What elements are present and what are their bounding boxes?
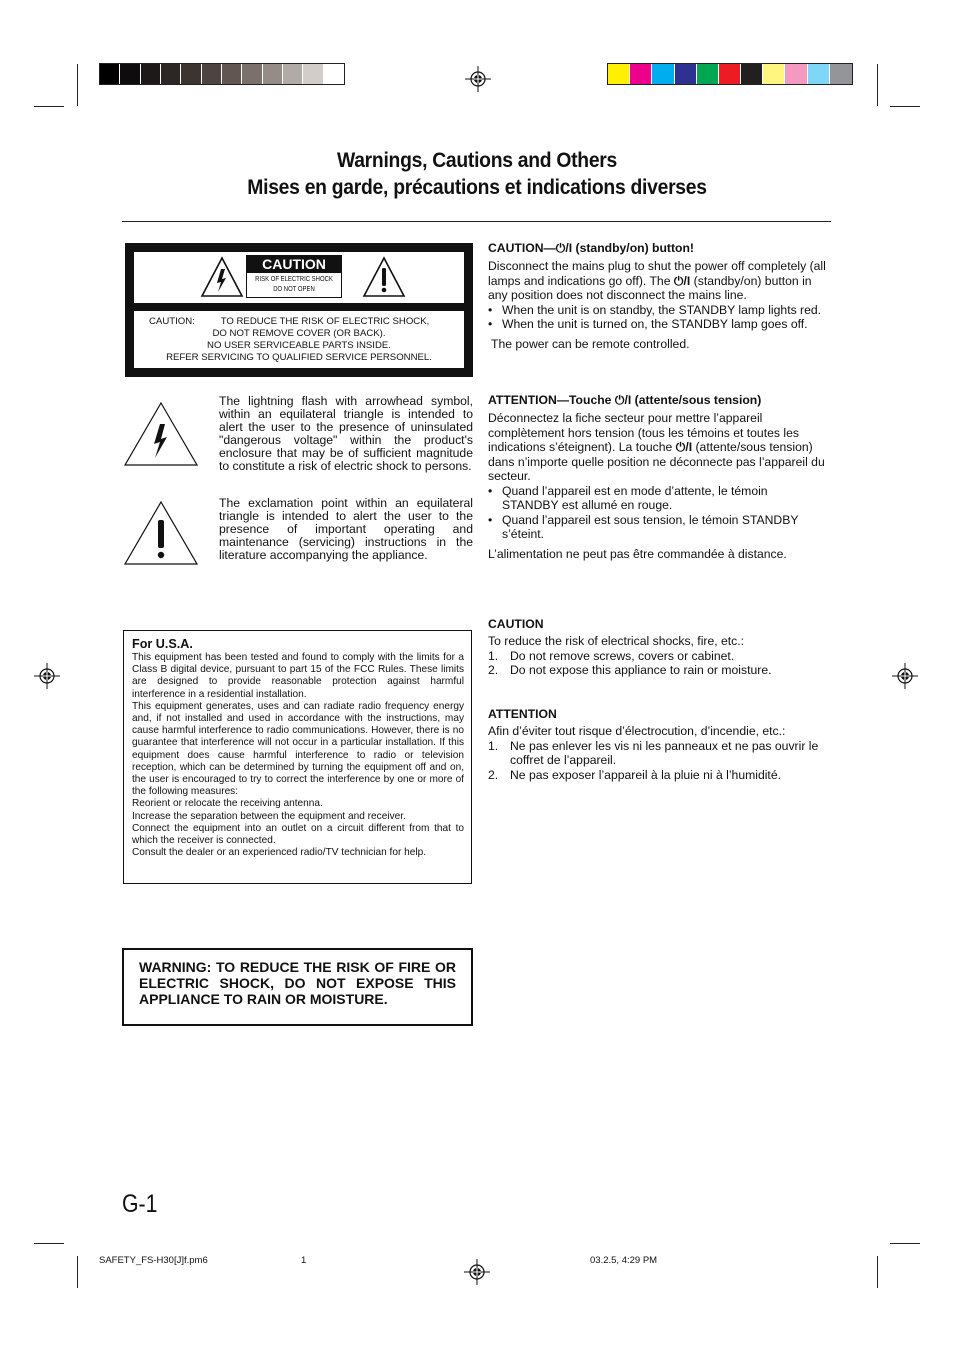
- color-swatch: [263, 64, 282, 84]
- caution-heading-fr: ATTENTION: [488, 707, 557, 721]
- caution-badge: [246, 255, 342, 298]
- caution-section-fr: [488, 707, 826, 782]
- color-swatch: [697, 64, 718, 84]
- crop-mark: [890, 106, 920, 107]
- footer-page: 1: [301, 1255, 307, 1266]
- caution-intro-fr: Afin d’éviter tout risque d’électrocution, d’incendie, etc.:: [488, 724, 786, 738]
- fcc-paragraph: This equipment has been tested and found to comply with the limits for a Class B digital device, pursuant to part 15 of the FCC Rules. These limits are designed to provide reasonable protection against harmful interference in a residential installation.: [132, 652, 464, 700]
- color-swatch: [830, 64, 852, 84]
- color-swatch: [303, 64, 322, 84]
- power-standby-icon: ⏻/I: [673, 273, 691, 288]
- standby-paragraph-en: Disconnect the mains plug to shut the power off completely (all lamps and indications go off). The ⏻/I (standby/on) button in any position does not disconnect the mains line.: [488, 259, 826, 302]
- color-swatch: [283, 64, 302, 84]
- lightning-triangle-icon: [200, 256, 244, 298]
- standby-bullet-fr: • Quand l’appareil est en mode d’attente, le témoin STANDBY est allumé en rouge.: [488, 483, 768, 512]
- page-number: G-1: [122, 1190, 158, 1218]
- color-swatch: [608, 64, 629, 84]
- standby-remote-fr: L’alimentation ne peut pas être commandée à distance.: [488, 546, 787, 561]
- standby-heading-fr: ATTENTION—Touche ⏻/I (attente/sous tension): [488, 393, 762, 407]
- registration-target-icon: [892, 663, 918, 689]
- footer-filename: SAFETY_FS-H30[J]f.pm6: [99, 1255, 208, 1266]
- caution-item-fr: 2. Ne pas exposer l’appareil à la pluie ni à l’humidité.: [488, 767, 781, 782]
- caution-item-en: 2. Do not expose this appliance to rain or moisture.: [488, 663, 772, 677]
- page-title-english: Warnings, Cautions and Others: [336, 149, 618, 172]
- crop-mark: [890, 1243, 920, 1244]
- caution-label-line: NO USER SERVICEABLE PARTS INSIDE.: [207, 340, 391, 351]
- page-title-french: Mises en garde, précautions et indications diverses: [247, 176, 707, 199]
- fcc-measure: Connect the equipment into an outlet on a circuit different from that to which the receiver is connected.: [132, 822, 464, 847]
- footer-date: 03.2.5, 4:29 PM: [590, 1255, 658, 1266]
- standby-bullet-en: • When the unit is on standby, the STANDBY lamp lights red.: [488, 302, 822, 317]
- standby-bullet-fr: • Quand l’appareil est sous tension, le témoin STANDBY s’éteint.: [488, 512, 799, 541]
- caution-item-en: 1. Do not remove screws, covers or cabinet.: [488, 648, 735, 663]
- standby-caution-en: [488, 241, 826, 351]
- crop-mark: [77, 1256, 78, 1288]
- color-swatch: [202, 64, 221, 84]
- caution-label-line: REFER SERVICING TO QUALIFIED SERVICE PERSONNEL.: [166, 352, 432, 363]
- cmyk-color-bar: [607, 63, 853, 85]
- standby-caution-fr: [488, 393, 826, 561]
- power-standby-icon: ⏻/I: [555, 241, 573, 255]
- caution-intro-en: To reduce the risk of electrical shocks, fire, etc.:: [488, 634, 745, 648]
- caution-label-bottom-panel: [134, 311, 464, 368]
- caution-badge-do-not-open: DO NOT OPEN: [273, 286, 315, 293]
- caution-badge-title: CAUTION: [247, 256, 341, 273]
- lightning-triangle-icon: [124, 402, 198, 466]
- caution-section-en: [488, 617, 826, 678]
- color-swatch: [763, 64, 784, 84]
- caution-label-prefix: CAUTION:: [149, 316, 195, 327]
- crop-mark: [34, 1243, 64, 1244]
- fcc-notice-box: [123, 630, 472, 884]
- exclamation-symbol-text: The exclamation point within an equilateral triangle is intended to alert the user to the presence of important operating and maintenance (servicing) instructions in the literature accompanying the appliance.: [219, 496, 473, 562]
- color-swatch: [630, 64, 651, 84]
- crop-mark: [877, 1256, 878, 1288]
- color-swatch: [120, 64, 139, 84]
- color-swatch: [141, 64, 160, 84]
- color-swatch: [719, 64, 740, 84]
- warning-text: WARNING: TO REDUCE THE RISK OF FIRE OR ELECTRIC SHOCK, DO NOT EXPOSE THIS APPLIANCE TO RAIN OR MOISTURE.: [139, 959, 456, 1008]
- registration-target-icon: [465, 66, 491, 92]
- color-swatch: [652, 64, 673, 84]
- caution-heading-en: CAUTION: [488, 617, 544, 631]
- color-swatch: [222, 64, 241, 84]
- color-swatch: [785, 64, 806, 84]
- crop-mark: [34, 106, 64, 107]
- warning-box: [122, 948, 473, 1026]
- fcc-measure: Consult the dealer or an experienced radio/TV technician for help.: [132, 847, 427, 859]
- exclamation-triangle-icon: [362, 256, 406, 298]
- title-divider: [122, 221, 831, 222]
- fcc-heading: For U.S.A.: [132, 637, 193, 651]
- caution-badge-risk: RISK OF ELECTRIC SHOCK: [255, 276, 333, 283]
- color-swatch: [808, 64, 829, 84]
- exclamation-triangle-icon: [124, 501, 198, 565]
- standby-bullet-en: • When the unit is turned on, the STANDBY lamp goes off.: [488, 317, 808, 331]
- fcc-paragraph: This equipment generates, uses and can radiate radio frequency energy and, if not installed and used in accordance with the instructions, may cause harmful interference to radio communications. However, there is no guarantee that interference will not occur in a particular installation. If this equipment does cause harmful interference to radio or television reception, which can be determined by turning the equipment off and on, the user is encouraged to try to correct the interference by one or more of the following measures:: [132, 700, 464, 798]
- caution-label-line: DO NOT REMOVE COVER (OR BACK).: [212, 328, 386, 339]
- power-standby-icon: ⏻/I: [675, 440, 693, 454]
- caution-label-top-panel: [134, 252, 464, 303]
- color-swatch: [181, 64, 200, 84]
- standby-paragraph-fr: Déconnectez la fiche secteur pour mettre l’appareil complètement hors tension (tous les témoins et toutes les indications s’éteignent). La touche ⏻/I (attente/sous tension) dans n’importe quelle position ne déconnecte pas l’appareil du secteur.: [488, 411, 825, 483]
- crop-mark: [77, 64, 78, 106]
- crop-mark: [877, 64, 878, 106]
- fcc-measure: Increase the separation between the equipment and receiver.: [132, 810, 406, 822]
- color-swatch: [741, 64, 762, 84]
- caution-item-fr: 1. Ne pas enlever les vis ni les panneaux et ne pas ouvrir le coffret de l’appareil.: [488, 738, 819, 767]
- grayscale-color-bar: [99, 63, 345, 85]
- standby-remote-en: The power can be remote controlled.: [491, 336, 690, 351]
- caution-label: [125, 243, 473, 377]
- color-swatch: [242, 64, 261, 84]
- registration-target-icon: [464, 1259, 490, 1285]
- color-swatch: [675, 64, 696, 84]
- color-swatch: [161, 64, 180, 84]
- registration-target-icon: [34, 663, 60, 689]
- color-swatch: [100, 64, 119, 84]
- standby-heading-en: CAUTION—⏻/I (standby/on) button!: [488, 241, 694, 255]
- lightning-symbol-text: The lightning flash with arrowhead symbol, within an equilateral triangle is intended to alert the user to the presence of uninsulated "dangerous voltage" within the product's enclosure that may be of sufficient magnitude to constitute a risk of electric shock to persons.: [219, 394, 473, 473]
- caution-label-line: TO REDUCE THE RISK OF ELECTRIC SHOCK,: [220, 316, 430, 327]
- power-standby-icon: ⏻/I: [614, 393, 632, 407]
- color-swatch: [324, 64, 344, 84]
- fcc-measure: Reorient or relocate the receiving antenna.: [132, 798, 323, 810]
